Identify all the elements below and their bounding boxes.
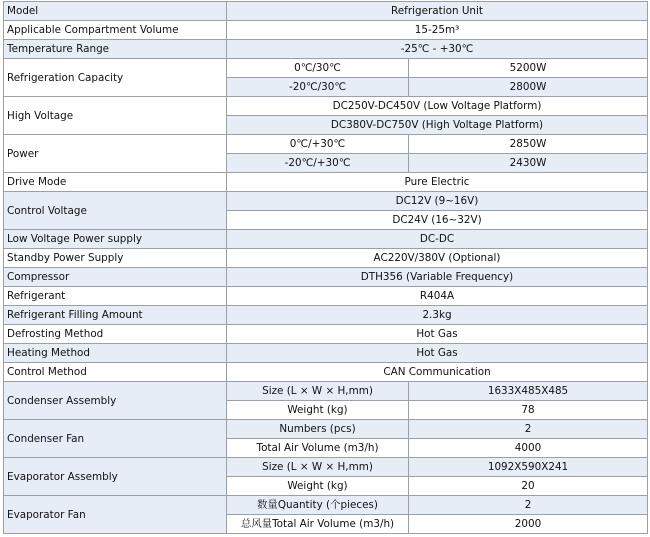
row-value: -25℃ - +30℃ — [227, 40, 648, 59]
row-label: Control Voltage — [4, 192, 227, 230]
table-row — [4, 420, 648, 439]
row-value: DC12V (9~16V) — [227, 192, 648, 211]
table-row — [4, 344, 648, 363]
sub-label: -20℃/30℃ — [227, 78, 409, 97]
row-label: Compressor — [4, 268, 227, 287]
row-label: High Voltage — [4, 97, 227, 135]
sub-value: 1633X485X485 — [409, 382, 648, 401]
table-row — [4, 458, 648, 477]
row-label: Refrigerant — [4, 287, 227, 306]
row-label: Evaporator Assembly — [4, 458, 227, 496]
sub-label: 总风量Total Air Volume (m3/h) — [227, 515, 409, 534]
row-label: Applicable Compartment Volume — [4, 21, 227, 40]
row-value: 2.3kg — [227, 306, 648, 325]
row-label: Model — [4, 2, 227, 21]
sub-label: Size (L × W × H,mm) — [227, 382, 409, 401]
spec-table-body — [4, 2, 648, 534]
sub-value: 2850W — [409, 135, 648, 154]
sub-value: 2800W — [409, 78, 648, 97]
row-label: Refrigerant Filling Amount — [4, 306, 227, 325]
row-value: DC24V (16~32V) — [227, 211, 648, 230]
table-row — [4, 2, 648, 21]
sub-value: 5200W — [409, 59, 648, 78]
row-label: Power — [4, 135, 227, 173]
row-label: Drive Mode — [4, 173, 227, 192]
row-label: Control Method — [4, 363, 227, 382]
table-row — [4, 268, 648, 287]
table-row — [4, 249, 648, 268]
row-label: Condenser Fan — [4, 420, 227, 458]
sub-value: 2 — [409, 496, 648, 515]
row-value: CAN Communication — [227, 363, 648, 382]
table-row — [4, 325, 648, 344]
table-row — [4, 97, 648, 116]
row-value: Hot Gas — [227, 325, 648, 344]
table-row — [4, 21, 648, 40]
row-label: Temperature Range — [4, 40, 227, 59]
row-value: R404A — [227, 287, 648, 306]
sub-value: 1092X590X241 — [409, 458, 648, 477]
row-value: AC220V/380V (Optional) — [227, 249, 648, 268]
row-label: Heating Method — [4, 344, 227, 363]
row-value: 15-25m³ — [227, 21, 648, 40]
table-row — [4, 59, 648, 78]
sub-value: 2430W — [409, 154, 648, 173]
table-row — [4, 287, 648, 306]
sub-label: Numbers (pcs) — [227, 420, 409, 439]
table-row — [4, 40, 648, 59]
sub-label: Size (L × W × H,mm) — [227, 458, 409, 477]
row-value: DC250V-DC450V (Low Voltage Platform) — [227, 97, 648, 116]
table-row — [4, 306, 648, 325]
row-label: Low Voltage Power supply — [4, 230, 227, 249]
row-value: Pure Electric — [227, 173, 648, 192]
row-label: Standby Power Supply — [4, 249, 227, 268]
row-value: Hot Gas — [227, 344, 648, 363]
table-row — [4, 192, 648, 211]
row-label: Refrigeration Capacity — [4, 59, 227, 97]
row-label: Condenser Assembly — [4, 382, 227, 420]
row-value: Refrigeration Unit — [227, 2, 648, 21]
sub-value: 20 — [409, 477, 648, 496]
row-value: DC-DC — [227, 230, 648, 249]
row-value: DTH356 (Variable Frequency) — [227, 268, 648, 287]
sub-label: -20℃/+30℃ — [227, 154, 409, 173]
table-row — [4, 135, 648, 154]
table-row — [4, 382, 648, 401]
row-label: Evaporator Fan — [4, 496, 227, 534]
sub-value: 78 — [409, 401, 648, 420]
sub-label: Weight (kg) — [227, 401, 409, 420]
table-row — [4, 230, 648, 249]
sub-label: 0℃/30℃ — [227, 59, 409, 78]
table-row — [4, 496, 648, 515]
spec-table — [3, 1, 648, 534]
row-value: DC380V-DC750V (High Voltage Platform) — [227, 116, 648, 135]
row-label: Defrosting Method — [4, 325, 227, 344]
table-row — [4, 173, 648, 192]
sub-label: 数量Quantity (个pieces) — [227, 496, 409, 515]
sub-label: Weight (kg) — [227, 477, 409, 496]
sub-value: 2 — [409, 420, 648, 439]
table-row — [4, 363, 648, 382]
sub-value: 4000 — [409, 439, 648, 458]
sub-label: 0℃/+30℃ — [227, 135, 409, 154]
sub-label: Total Air Volume (m3/h) — [227, 439, 409, 458]
sub-value: 2000 — [409, 515, 648, 534]
